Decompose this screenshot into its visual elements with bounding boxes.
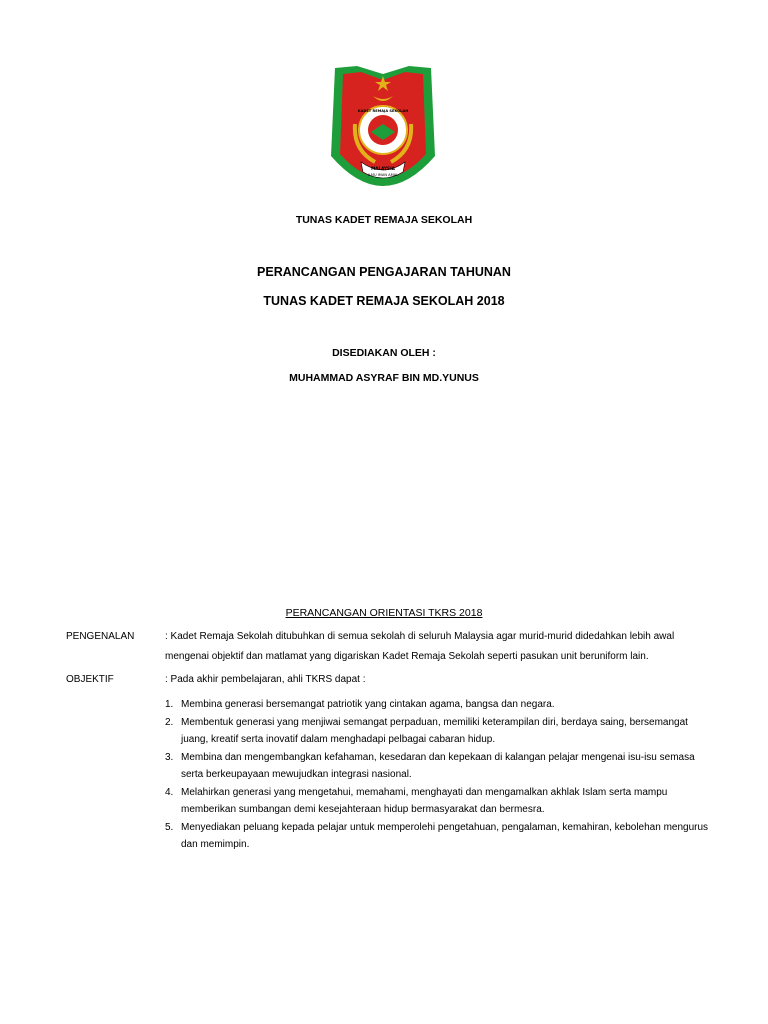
emblem-motto-text: ILMU IMAN AMAL	[367, 173, 399, 177]
list-item-text: Membina dan mengembangkan kefahaman, kesedaran dan kepekaan di kalangan pelajar mengenai isu-isu semasa serta berkeupayaan mewujudkan integrasi nasional.	[181, 751, 695, 780]
list-item	[165, 784, 710, 819]
list-item-number: 3.	[165, 751, 174, 763]
document-title-line1: PERANCANGAN PENGAJARAN TAHUNAN	[257, 265, 511, 279]
section-title: PERANCANGAN ORIENTASI TKRS 2018	[285, 607, 483, 619]
emblem-banner-text: MALAYSIA	[371, 166, 395, 171]
document-title-line2: TUNAS KADET REMAJA SEKOLAH 2018	[263, 294, 505, 308]
intro-line-1: : Kadet Remaja Sekolah ditubuhkan di semua sekolah di seluruh Malaysia agar murid-murid didedahkan lebih awal	[165, 631, 675, 642]
list-item-text: Membina generasi bersemangat patriotik yang cintakan agama, bangsa dan negara.	[181, 699, 555, 710]
intro-line-2: mengenai objektif dan matlamat yang digariskan Kadet Remaja Sekolah seperti pasukan unit beruniform lain.	[165, 651, 649, 662]
objective-lead: : Pada akhir pembelajaran, ahli TKRS dapat :	[165, 674, 366, 685]
list-item	[165, 749, 710, 784]
list-item-text: Membentuk generasi yang menjiwai semangat perpaduan, memiliki keterampilan diri, berdaya saing, bersemangat juang, kreatif serta inovatif dalam menghadapi pelbagai cabaran hidup.	[181, 716, 688, 745]
list-item	[165, 819, 710, 854]
list-item-number: 2.	[165, 716, 174, 728]
list-item-text: Menyediakan peluang kepada pelajar untuk memperolehi pengetahuan, pengalaman, kemahiran, kebolehan mengurus dan memimpin.	[181, 821, 709, 850]
list-item-number: 5.	[165, 821, 174, 833]
objective-label: OBJEKTIF	[66, 674, 114, 685]
prepared-by-label: DISEDIAKAN OLEH :	[332, 347, 436, 359]
emblem-ring-text: KADET REMAJA SEKOLAH	[357, 109, 409, 113]
kadet-remaja-sekolah-emblem	[331, 66, 435, 202]
intro-label: PENGENALAN	[66, 631, 135, 642]
list-item	[165, 696, 710, 714]
author-name: MUHAMMAD ASYRAF BIN MD.YUNUS	[289, 372, 479, 384]
objective-list	[165, 696, 710, 854]
list-item-text: Melahirkan generasi yang mengetahui, memahami, menghayati dan mengamalkan akhlak Islam serta mampu memberikan sumbangan demi kesejahteraan hidup bermasyarakat dan bermesra.	[181, 786, 668, 815]
list-item-number: 4.	[165, 786, 174, 798]
list-item-number: 1.	[165, 699, 174, 710]
org-name: TUNAS KADET REMAJA SEKOLAH	[295, 214, 473, 226]
list-item	[165, 714, 710, 749]
